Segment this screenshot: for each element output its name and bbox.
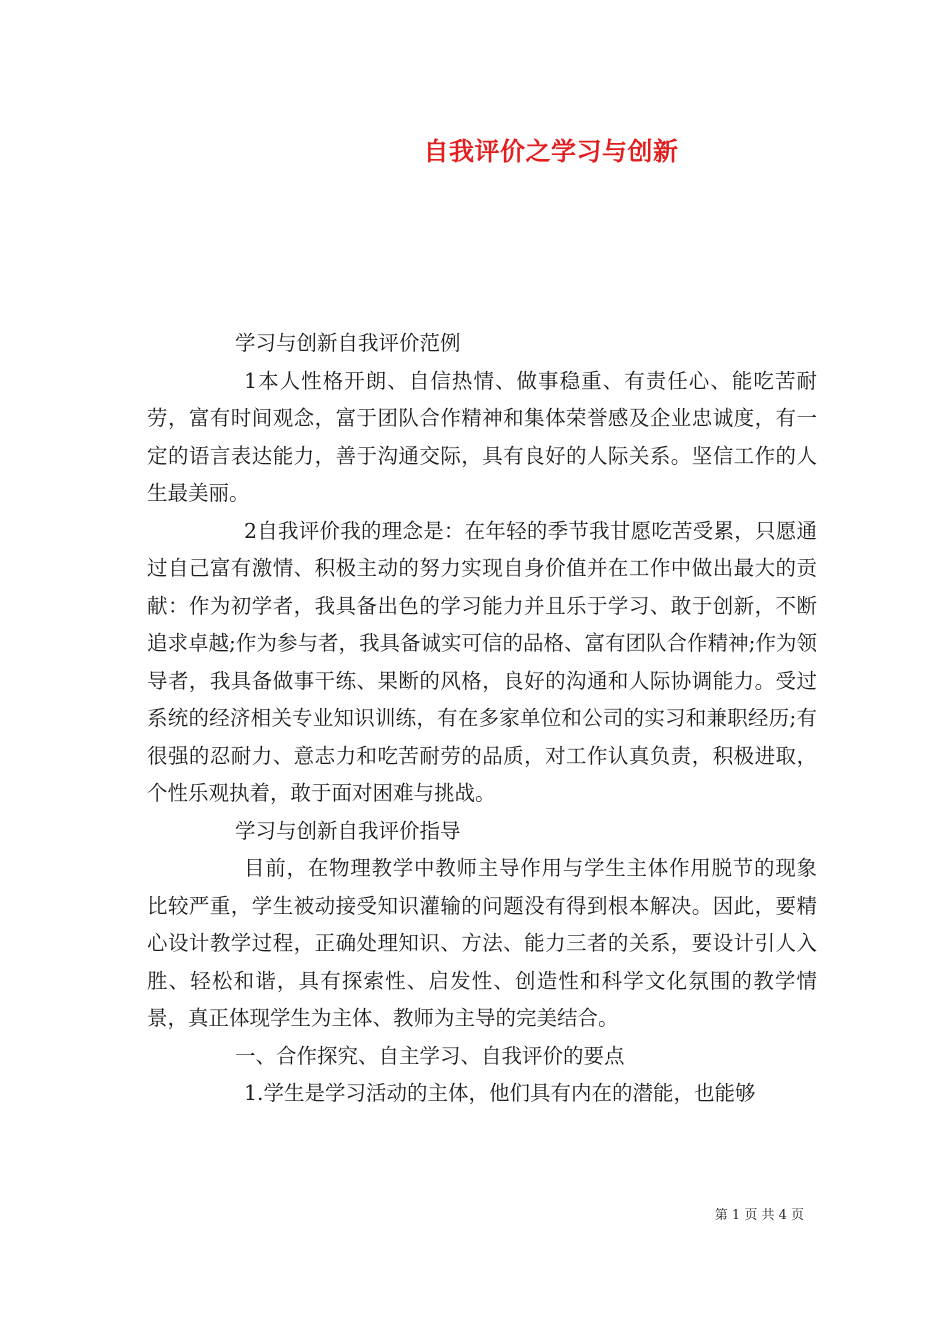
section-heading: 一、合作探究、自主学习、自我评价的要点 — [235, 1043, 625, 1068]
document-title: 自我评价之学习与创新 — [423, 137, 679, 166]
document-body — [147, 325, 817, 1113]
section-heading: 学习与创新自我评价范例 — [235, 331, 461, 355]
paragraph: 2自我评价我的理念是：在年轻的季节我甘愿吃苦受累，只愿通过自己富有激情、积极主动的努力实现自身价值并在工作中做出最大的贡献：作为初学者，我具备出色的学习能力并且乐于学习、敢于创新，不断追求卓越;作为参与者，我具备诚实可信的品格、富有团队合作精神;作为领导者，我具备做事干练、果断的风格，良好的沟通和人际协调能力。受过系统的经济相关专业知识训练，有在多家单位和公司的实习和兼职经历;有很强的忍耐力、意志力和吃苦耐劳的品质，对工作认真负责，积极进取，个性乐观执着，敢于面对困难与挑战。 — [147, 518, 817, 805]
section-heading: 学习与创新自我评价指导 — [235, 818, 461, 843]
paragraph: 1本人性格开朗、自信热情、做事稳重、有责任心、能吃苦耐劳，富有时间观念，富于团队合作精神和集体荣誉感及企业忠诚度，有一定的语言表达能力，善于沟通交际，具有良好的人际关系。坚信工作的人生最美丽。 — [147, 368, 817, 505]
paragraph: 1.学生是学习活动的主体，他们具有内在的潜能，也能够 — [244, 1081, 756, 1105]
paragraph: 目前，在物理教学中教师主导作用与学生主体作用脱节的现象比较严重，学生被动接受知识灌输的问题没有得到根本解决。因此，要精心设计教学过程，正确处理知识、方法、能力三者的关系，要设计引人入胜、轻松和谐，具有探索性、启发性、创造性和科学文化氛围的教学情景，真正体现学生为主体、教师为主导的完美结合。 — [147, 856, 817, 1030]
page-footer: 第 1 页 共 4 页 — [714, 1208, 804, 1223]
